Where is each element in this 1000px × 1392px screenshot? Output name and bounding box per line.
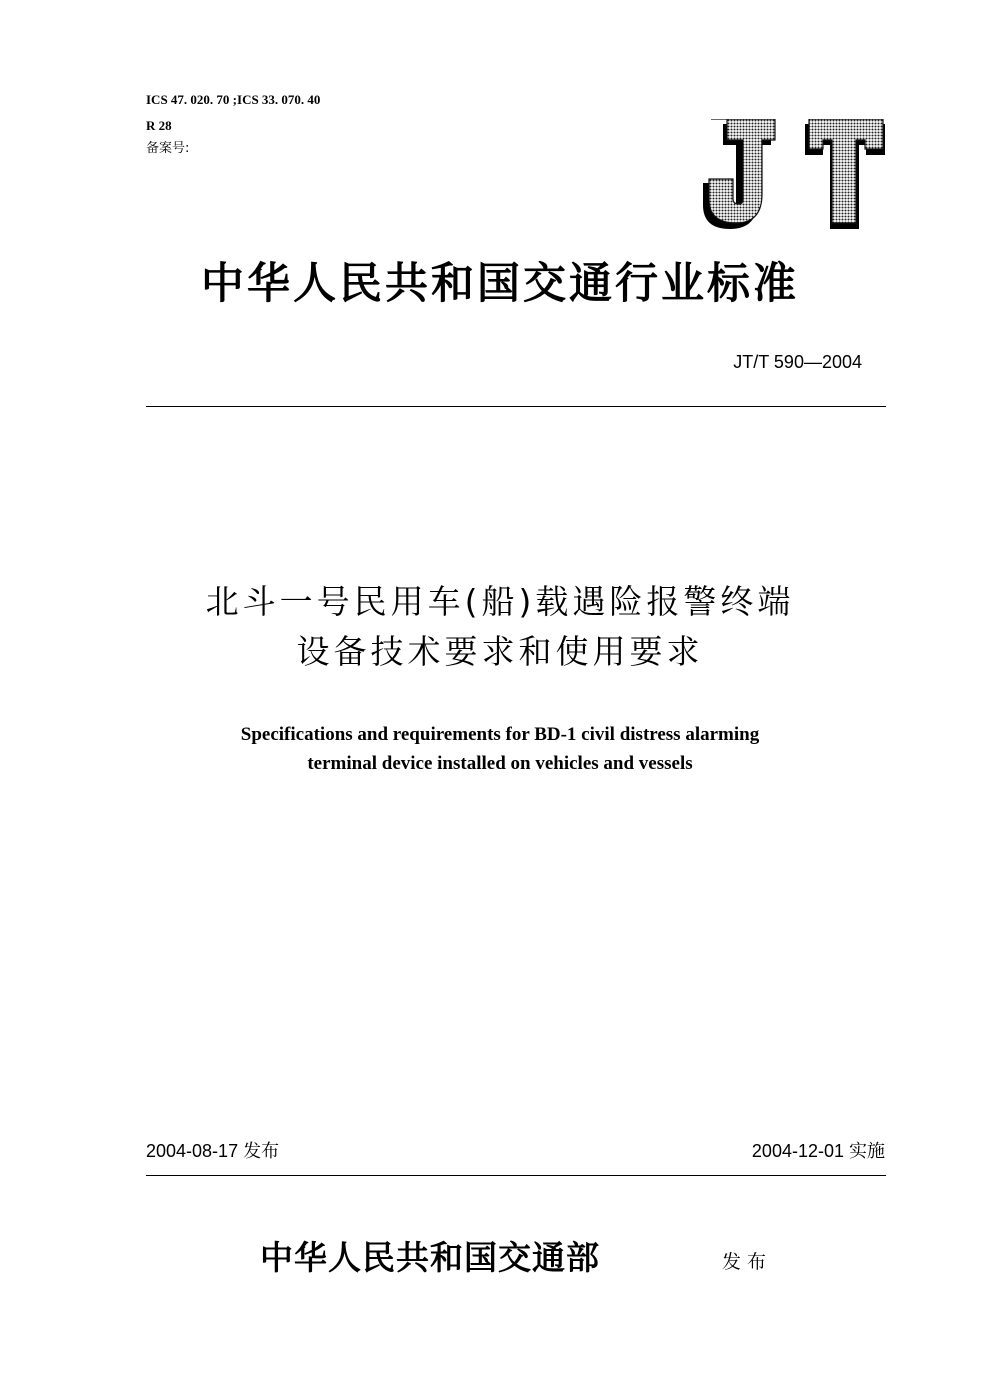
standard-category-title: 中华人民共和国交通行业标准 — [201, 259, 799, 309]
title-en-line2: terminal device installed on vehicles and vessels — [307, 753, 693, 774]
standard-code: JT/T 590—2004 — [733, 352, 862, 372]
bottom-rule — [146, 1175, 886, 1176]
ccs-code: R 28 — [146, 118, 172, 133]
jt-logo — [703, 119, 885, 231]
top-rule — [146, 406, 886, 407]
publish-date: 2004-08-17 发布 — [146, 1141, 280, 1161]
filing-number-label: 备案号: — [146, 141, 190, 156]
implement-date: 2004-12-01 实施 — [751, 1141, 885, 1161]
title-cn-line1: 北斗一号民用车(船)载遇险报警终端 — [205, 582, 795, 621]
ics-code: ICS 47. 020. 70 ;ICS 33. 070. 40 — [146, 92, 321, 107]
issuing-authority: 中华人民共和国交通部 — [260, 1238, 600, 1277]
issue-label: 发布 — [722, 1251, 773, 1273]
title-cn-line2: 设备技术要求和使用要求 — [296, 632, 704, 671]
title-en-line1: Specifications and requirements for BD-1 civil distress alarming — [240, 724, 760, 745]
